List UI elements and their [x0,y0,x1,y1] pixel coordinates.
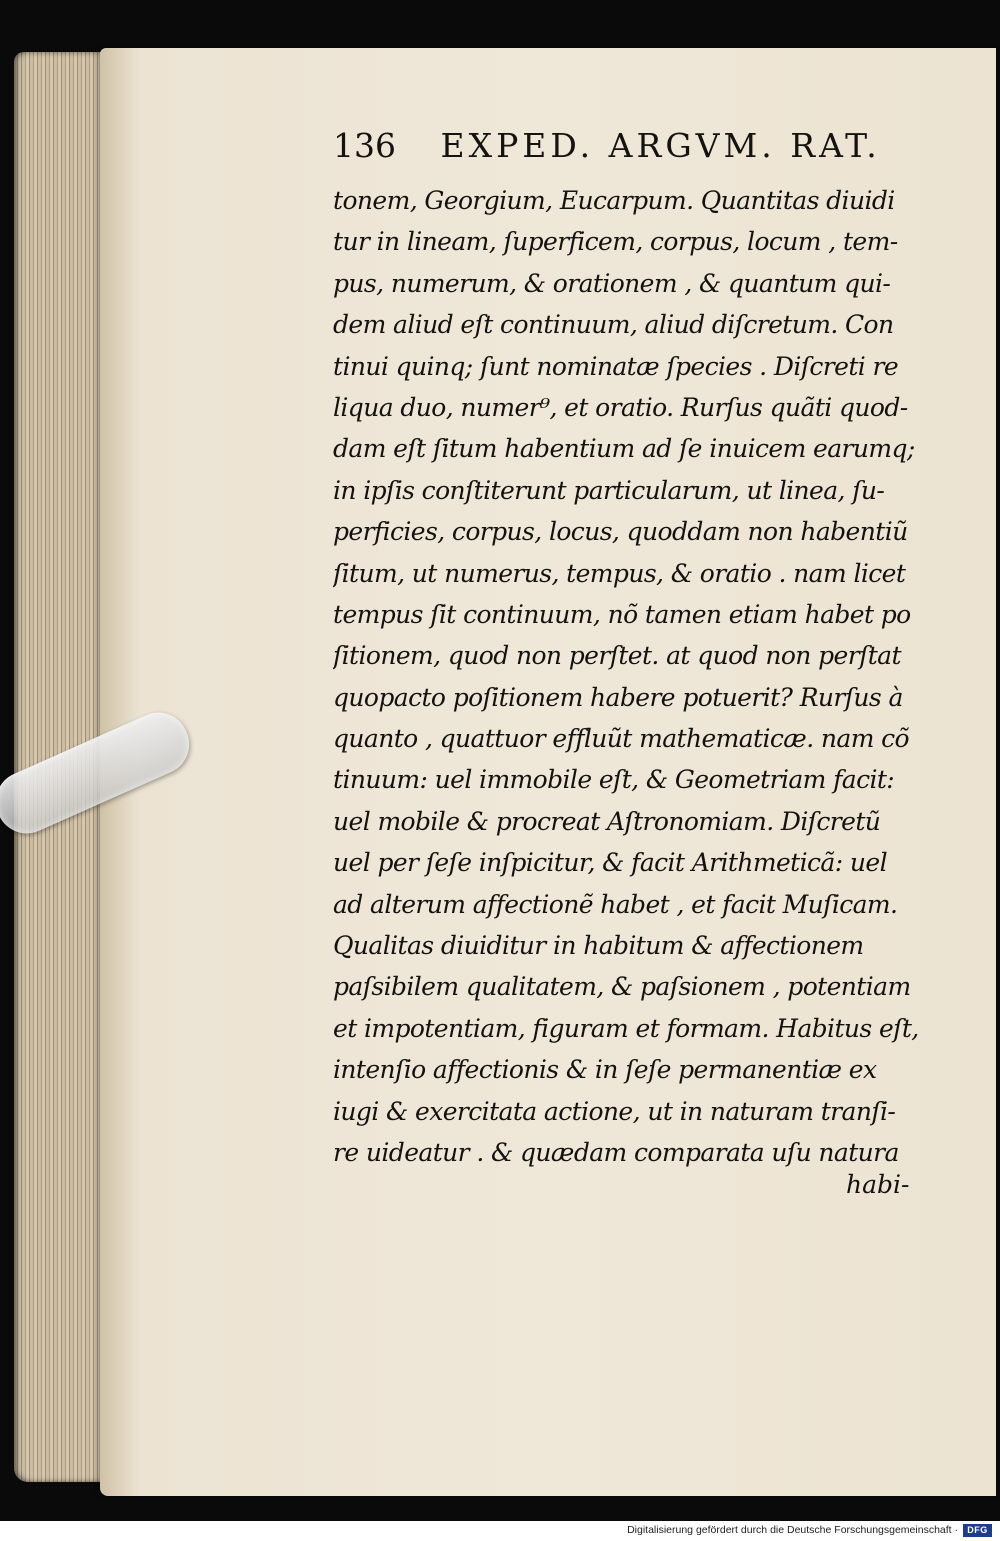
funding-credit: Digitalisierung gefördert durch die Deutsche Forschungsgemeinschaft · [627,1524,958,1536]
text-line: tinui quinq; ſunt nominatæ ſpecies . Diſcreti re [333,351,899,381]
text-line: quopacto poſitionem habere potuerit? Rurſus à [333,682,903,712]
text-line: tempus ſit continuum, nõ tamen etiam habet po [333,599,911,629]
text-line: intenſio affectionis & in ſeſe permanentiæ ex [333,1055,877,1085]
text-line: ad alterum affectionẽ habet , et facit Muſicam. [333,889,898,919]
text-line: pus, numerum, & orationem , & quantum qui- [333,268,891,298]
text-line: ſitum, ut numerus, tempus, & oratio . nam licet [333,558,906,588]
text-line: tonem, Georgium, Eucarpum. Quantitas diuidi [333,186,895,215]
text-line: perficies, corpus, locus, quoddam non habentiũ [333,517,908,547]
text-line: quanto , quattuor effluũt mathematicæ. nam cõ [333,724,910,754]
page-number: 136 [333,126,396,165]
catchword: habi- [846,1170,910,1199]
running-title: EXPED. ARGVM. RAT. [440,126,881,165]
dfg-logo: DFG [963,1524,992,1537]
text-line: tur in lineam, ſuperficem, corpus, locum , tem- [333,227,898,257]
text-line: ſitionem, quod non perſtet. at quod non perſtat [333,641,901,671]
text-line: dam eſt ſitum habentium ad ſe inuicem earumq; [333,434,915,464]
text-line: in ipſis conſtiterunt particularum, ut linea, ſu- [333,475,885,505]
text-line: uel per ſeſe inſpicitur, & facit Arithmeticã: uel [333,848,887,878]
text-line: re uideatur . & quædam comparata uſu natura [333,1137,899,1167]
body-text [333,180,933,1173]
page-header [333,126,933,172]
text-line: dem aliud eſt continuum, aliud diſcretum. Con [333,310,894,340]
text-line: tinuum: uel immobile eſt, & Geometriam facit: [333,765,895,795]
text-line: liqua duo, numer⁹, et oratio. Rurſus quãti quod- [333,392,908,422]
text-line: iugi & exercitata actione, ut in naturam tranſi- [333,1096,896,1126]
footer-bar [0,1521,1000,1541]
text-line: paſsibilem qualitatem, & paſsionem , potentiam [333,972,911,1002]
text-line: Qualitas diuiditur in habitum & affectionem [333,931,864,961]
text-line: uel mobile & procreat Aſtronomiam. Diſcretũ [333,806,881,836]
text-line: et impotentiam, figuram et formam. Habitus eſt, [333,1013,919,1043]
